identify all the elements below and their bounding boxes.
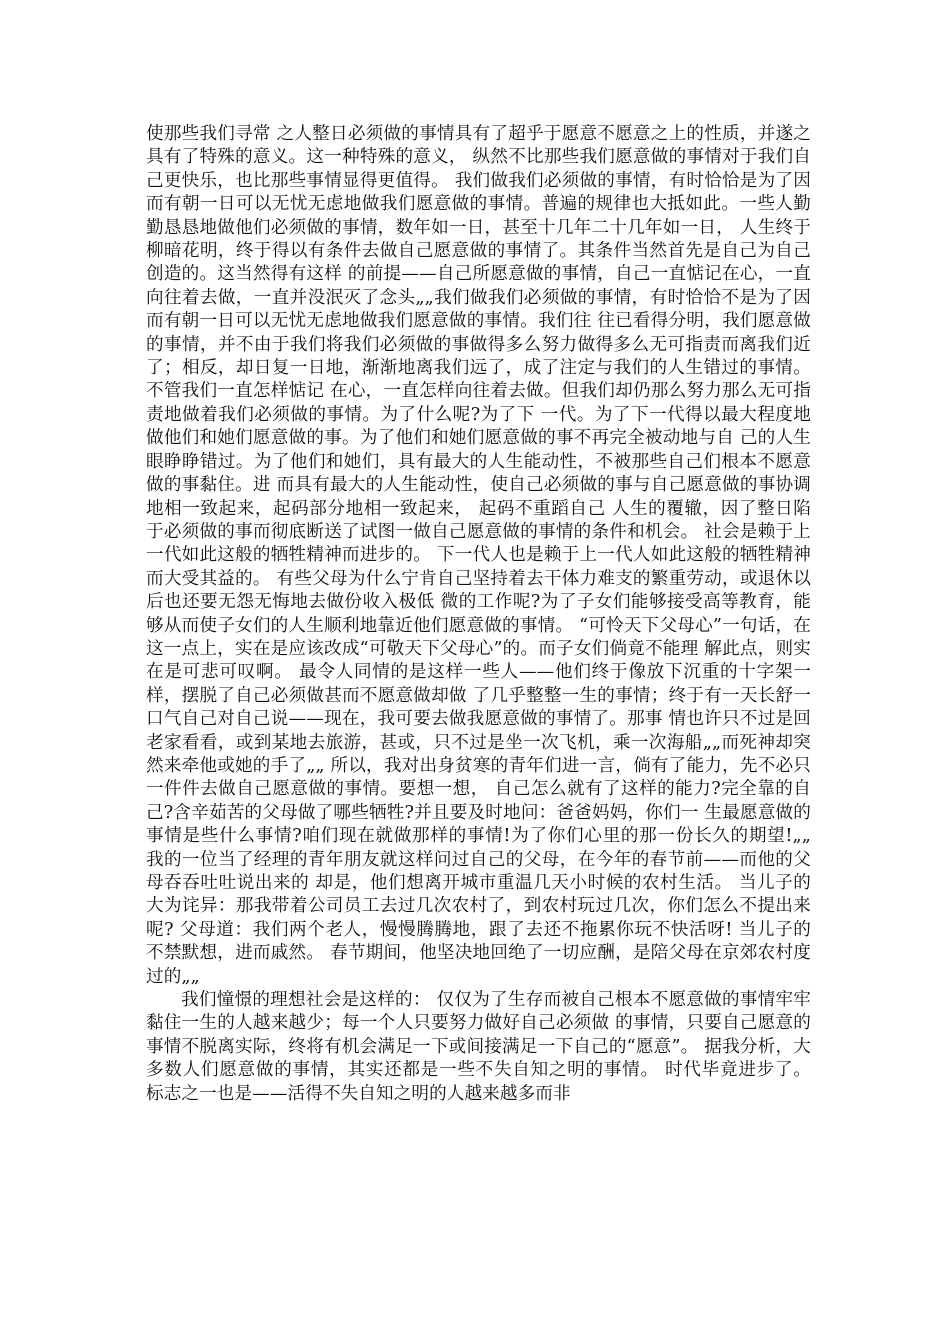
body-text xyxy=(146,123,811,1106)
paragraph: 我们憧憬的理想社会是这样的： 仅仅为了生存而被自己根本不愿意做的事情牢牢黏住一生的人越来越少；每一个人只要努力做好自己必须做 的事情，只要自己愿意的事情不脱离实际，终将有机会满足一下或间接满足一下自己的“愿意”。 据我分析，大多数人们愿意做的事情，其实还都是一些不失自知之明的事情。 时代毕竟进步了。 标志之一也是——活得不失自知之明的人越来越多而非 xyxy=(146,990,811,1104)
paragraph: 使那些我们寻常 之人整日必须做的事情具有了超乎于愿意不愿意之上的性质，并遂之具有了特殊的意义。这一种特殊的意义， 纵然不比那些我们愿意做的事情对于我们自己更快乐，也比那些事情显得更值得。 我们做我们必须做的事情，有时恰恰是为了因而有朝一日可以无忧无虑地做我们愿意做的事情。普遍的规律也大抵如此。一些人勤勤恳恳地做他们必须做的事情，数年如一日，甚至十几年二十几年如一日， 人生终于 柳暗花明，终于得以有条件去做自己愿意做的事情了。其条件当然首先是自己为自己创造的。这当然得有这样 的前提——自己所愿意做的事情，自己一直惦记在心，一直向往着去做，一直并没泯灭了念头„„我们做我们必须做的事情，有时恰恰不是为了因而有朝一日可以无忧无虑地做我们愿意做的事情。我们往 往已看得分明，我们愿意做的事情，并不由于我们将我们必须做的事做得多么努力做得多么无可指责而离我们近了；相反，却日复一日地，渐渐地离我们远了，成了注定与我们的人生错过的事情。不管我们一直怎样惦记 在心，一直怎样向往着去做。但我们却仍那么努力那么无可指责地做着我们必须做的事情。为了什么呢?为了下 一代。为了下一代得以最大程度地做他们和她们愿意做的事。为了他们和她们愿意做的事不再完全被动地与自 己的人生眼睁睁错过。为了他们和她们，具有最大的人生能动性，不被那些自己们根本不愿意做的事黏住。进 而具有最大的人生能动性，使自己必须做的事与自己愿意做的事协调地相一致起来，起码部分地相一致起来， 起码不重蹈自己 人生的覆辙，因了整日陷于必须做的事而彻底断送了试图一做自己愿意做的事情的条件和机会。 社会是赖于上一代如此这般的牺牲精神而进步的。 下一代人也是赖于上一代人如此这般的牺牲精神而大受其益的。 有些父母为什么宁肯自己坚持着去干体力难支的繁重劳动，或退休以后也还要无怨无悔地去做份收入极低 微的工作呢?为了子女们能够接受高等教育，能够从而使子女们的人生顺利地靠近他们愿意做的事情。 “可怜天下父母心”一句话，在这一点上，实在是应该改成“可敬天下父母心”的。而子女们倘竟不能理 解此点，则实在是可悲可叹啊。 最令人同情的是这样一些人——他们终于像放下沉重的十字架一样，摆脱了自己必须做甚而不愿意做却做 了几乎整整一生的事情；终于有一天长舒一口气自己对自己说——现在，我可要去做我愿意做的事情了。那事 情也许只不过是回老家看看，或到某地去旅游，甚或，只不过是坐一次飞机，乘一次海船„„而死神却突然来牵他或她的手了„„ 所以，我对出身贫寒的青年们进一言，倘有了能力，先不必只一件件去做自己愿意做的事情。要想一想， 自己怎么就有了这样的能力?完全靠的自己?含辛茹苦的父母做了哪些牺牲?并且要及时地问：爸爸妈妈，你们一 生最愿意做的事情是些什么事情?咱们现在就做那样的事情!为了你们心里的那一份长久的期望!„„ 我的一位当了经理的青年朋友就这样问过自己的父母，在今年的春节前——而他的父母吞吞吐吐说出来的 却是，他们想离开城市重温几天小时候的农村生活。 当儿子的大为诧异：那我带着公司员工去过几次农村了，到农村玩过几次，你们怎么不提出来呢? 父母道：我们两个老人，慢慢腾腾地，跟了去还不拖累你玩不快活呀! 当儿子的不禁默想，进而戚然。 春节期间，他坚决地回绝了一切应酬，是陪父母在京郊农村度过的„„ xyxy=(146,124,811,987)
